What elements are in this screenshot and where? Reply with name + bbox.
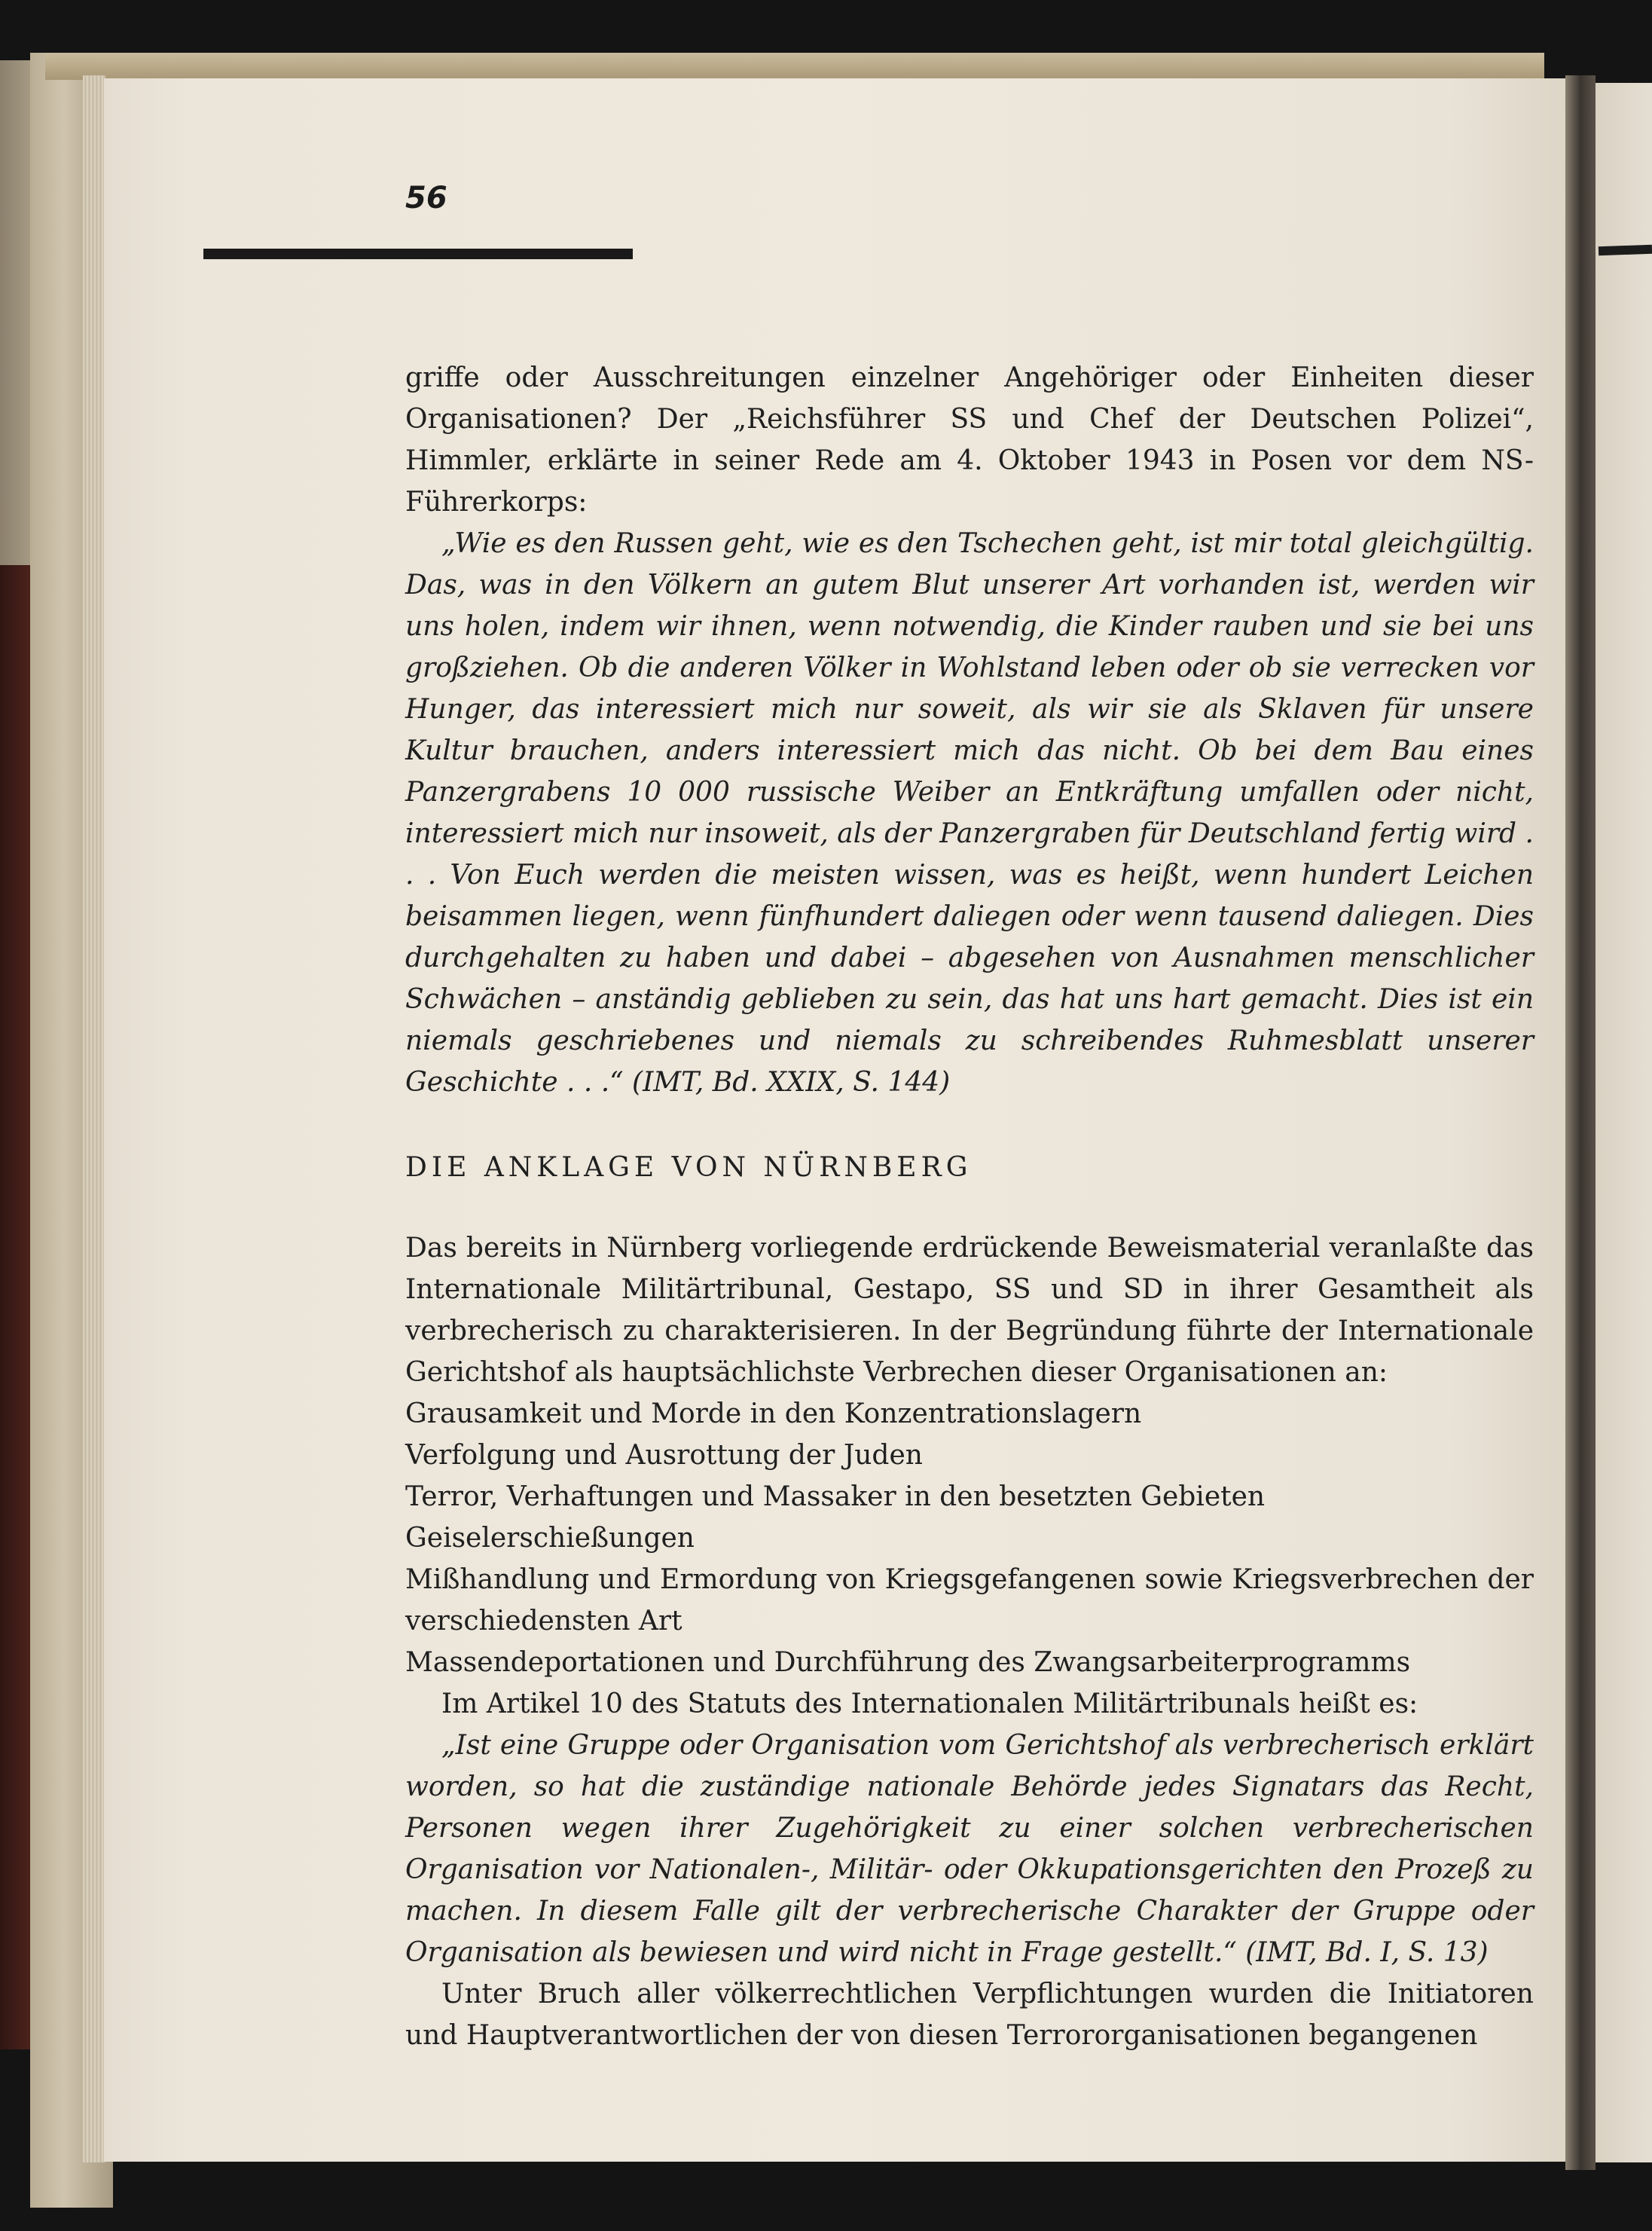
statute-quote: „Ist eine Gruppe oder Organisation vom Gerichtshof als verbrecherisch erklärt worden, so hat die zuständige nationale Behörde jedes Signatars das Recht, Personen wegen ihrer Zugehörigkeit zu einer solchen verbrecherischen Organisation vor Nationalen-, Militär- oder Okkupationsgerichten den Prozeß zu machen. In diesem Falle gilt der verbrecherische Charakter der Gruppe oder Organisation als bewiesen und wird nicht in Frage gestellt.“ (IMT, Bd. I, S. 13) [405,1730,1534,1968]
section-heading: DIE ANKLAGE VON NÜRNBERG [405,1152,973,1183]
himmler-quote-citation: (IMT, Bd. XXIX, S. 144) [623,1067,951,1098]
crime-list-item: Grausamkeit und Morde in den Konzentrationslagern [405,1398,1142,1429]
paragraph-article10: Im Artikel 10 des Statuts des Internationalen Militärtribunals heißt es: [441,1689,1418,1719]
crime-list-item: Massendeportationen und Durchführung des Zwangsarbeiterprogramms [405,1647,1411,1678]
paragraph-intro: griffe oder Ausschreitungen einzelner Angehöriger oder Einheiten dieser Organisationen? Der „Reichsführer SS und Chef der Deutschen Polizei“, Himmler, erklärte in seiner Rede am 4. Oktober 1943 in Posen vor dem NS-Führerkorps: [405,362,1534,518]
crime-list-item: Terror, Verhaftungen und Massaker in den besetzten Gebieten [405,1481,1266,1512]
paragraph-closing: Unter Bruch aller völkerrechtlichen Verpflichtungen wurden die Initiatoren und Hauptverantwortlichen der von diesen Terrororganisationen begangenen [405,1979,1534,2051]
book-gutter [1565,75,1596,2170]
page-body [405,357,1534,2056]
page-edges [83,75,105,2162]
facing-page [1596,83,1652,2162]
facing-page-rule [1599,245,1652,255]
crime-list-item: Mißhandlung und Ermordung von Kriegsgefangenen sowie Kriegsverbrechen der verschiedensten Art [405,1564,1534,1637]
book-cover-top [45,53,1544,80]
page-number: 56 [405,181,447,215]
himmler-quote [405,523,1534,1103]
crime-list-item: Verfolgung und Ausrottung der Juden [405,1440,923,1471]
crime-list-item: Geiselerschießungen [405,1523,695,1554]
header-rule [203,249,633,259]
paragraph-tribunal: Das bereits in Nürnberg vorliegende erdrückende Beweismaterial veranlaßte das Internationale Militärtribunal, Gestapo, SS und SD in ihrer Gesamtheit als verbrecherisch zu charakterisieren. In der Begründung führte der Internationale Gerichtshof als hauptsächlichste Verbrechen dieser Organisationen an: [405,1233,1534,1388]
himmler-quote-text: „Wie es den Russen geht, wie es den Tschechen geht, ist mir total gleichgültig. Das, was in den Völkern an gutem Blut unserer Art vorhanden ist, werden wir uns holen, indem wir ihnen, wenn notwendig, die Kinder rauben und sie bei uns großziehen. Ob die anderen Völker in Wohlstand leben oder ob sie verrecken vor Hunger, das interessiert mich nur soweit, als wir sie als Sklaven für unsere Kultur brauchen, anders interessiert mich das nicht. Ob bei dem Bau eines Panzergrabens 10 000 russische Weiber an Entkräftung umfallen oder nicht, interessiert mich nur insoweit, als der Panzergraben für Deutschland fertig wird . . . Von Euch werden die meisten wissen, was es heißt, wenn hundert Leichen beisammen liegen, wenn fünfhundert daliegen oder wenn tausend daliegen. Dies durchgehalten zu haben und dabei – abgesehen von Ausnahmen menschlicher Schwächen – anständig geblieben zu sein, das hat uns hart gemacht. Dies ist ein niemals geschriebenes und niemals zu schreibendes Ruhmesblatt unserer Geschichte . . .“ [405,528,1534,1098]
